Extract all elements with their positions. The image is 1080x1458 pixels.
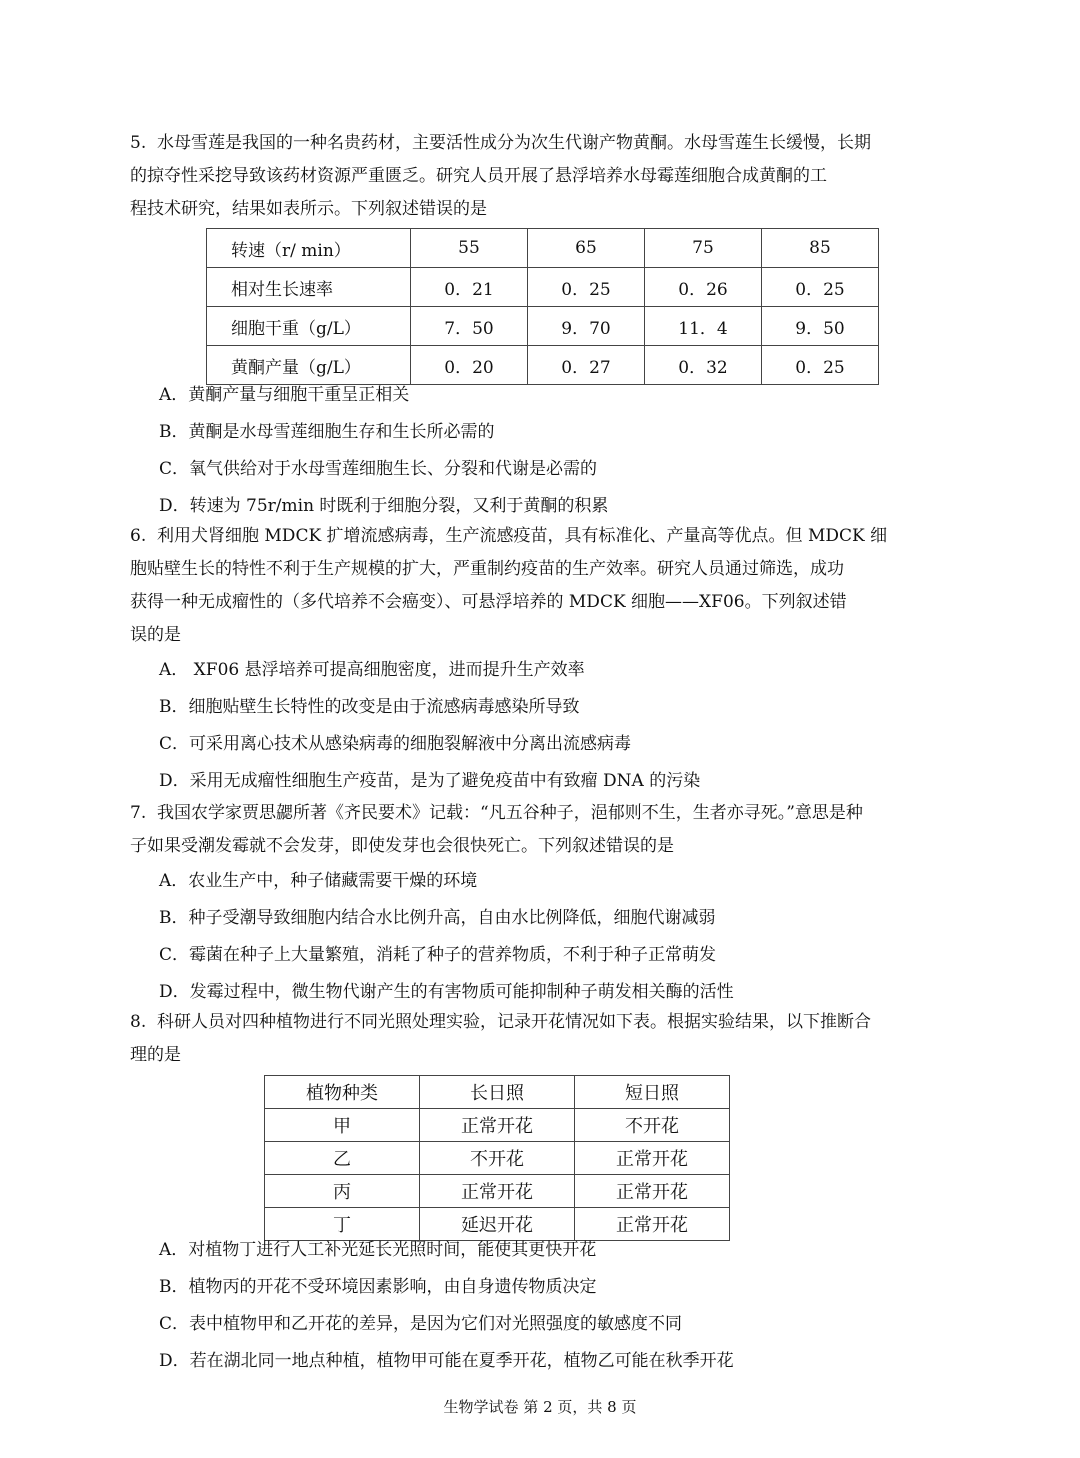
table-cell: 甲 [265, 1109, 420, 1142]
table-header-row [207, 229, 879, 268]
table-cell: 75 [645, 229, 762, 268]
stem-line: 6. 利用犬肾细胞 MDCK 扩增流感病毒，生产流感疫苗，具有标准化、产量高等优点。但 MDCK 细 [130, 520, 950, 553]
table-cell: 正常开花 [575, 1208, 730, 1241]
option-c: C．霉菌在种子上大量繁殖，消耗了种子的营养物质，不利于种子正常萌发 [159, 945, 717, 965]
question-8 [130, 1006, 950, 1072]
stem-line: 子如果受潮发霉就不会发芽，即使发芽也会很快死亡。下列叙述错误的是 [130, 836, 674, 856]
table-header-row [265, 1076, 730, 1109]
table-cell: 长日照 [420, 1076, 575, 1109]
option-d: D．若在湖北同一地点种植，植物甲可能在夏季开花，植物乙可能在秋季开花 [159, 1351, 734, 1371]
table-cell: 0．21 [411, 268, 528, 307]
table-cell: 0．32 [645, 346, 762, 385]
table-cell: 延迟开花 [420, 1208, 575, 1241]
option-b: B．种子受潮导致细胞内结合水比例升高，自由水比例降低，细胞代谢减弱 [159, 908, 716, 928]
question-5 [130, 127, 950, 226]
table-cell: 正常开花 [575, 1175, 730, 1208]
table-cell: 丙 [265, 1175, 420, 1208]
table-cell: 55 [411, 229, 528, 268]
option-a: A．对植物丁进行人工补光延长光照时间，能使其更快开花 [159, 1240, 597, 1260]
table-cell: 正常开花 [420, 1175, 575, 1208]
question-8-options [130, 1232, 950, 1380]
question-number: 5. [130, 133, 147, 153]
photoperiod-table [264, 1075, 730, 1241]
option-d: D．采用无成瘤性细胞生产疫苗，是为了避免疫苗中有致瘤 DNA 的污染 [159, 771, 701, 791]
option-c: C．可采用离心技术从感染病毒的细胞裂解液中分离出流感病毒 [159, 734, 632, 754]
table-row [265, 1175, 730, 1208]
table-row [265, 1142, 730, 1175]
table-cell: 黄酮产量（g/L） [207, 346, 411, 385]
table-cell: 不开花 [420, 1142, 575, 1175]
stem-line: 7. 我国农学家贾思勰所著《齐民要术》记载：“凡五谷种子，浥郁则不生，生者亦寻死。”意思是种 [130, 797, 950, 830]
stem-line: 理的是 [130, 1045, 181, 1065]
table-cell: 0．25 [762, 346, 879, 385]
table-cell: 9．70 [528, 307, 645, 346]
table-cell: 85 [762, 229, 879, 268]
table-cell: 7．50 [411, 307, 528, 346]
table-cell: 乙 [265, 1142, 420, 1175]
option-c: C．表中植物甲和乙开花的差异，是因为它们对光照强度的敏感度不同 [159, 1314, 683, 1334]
question-number: 8. [130, 1012, 147, 1032]
option-c: C．氧气供给对于水母雪莲细胞生长、分裂和代谢是必需的 [159, 459, 598, 479]
question-6-stem [130, 520, 950, 652]
stem-line: 胞贴壁生长的特性不利于生产规模的扩大，严重制约疫苗的生产效率。研究人员通过筛选，成功 [130, 559, 844, 579]
question-6 [130, 520, 950, 800]
stem-line: 8. 科研人员对四种植物进行不同光照处理实验，记录开花情况如下表。根据实验结果，以下推断合 [130, 1006, 950, 1039]
table-cell: 正常开花 [575, 1142, 730, 1175]
stem-line: 误的是 [130, 625, 181, 645]
option-a: A． XF06 悬浮培养可提高细胞密度，进而提升生产效率 [159, 660, 585, 680]
option-b: B．黄酮是水母雪莲细胞生存和生长所必需的 [159, 422, 495, 442]
stem-line: 的掠夺性采挖导致该药材资源严重匮乏。研究人员开展了悬浮培养水母霉莲细胞合成黄酮的工 [130, 166, 827, 186]
stem-line: 程技术研究，结果如表所示。下列叙述错误的是 [130, 199, 487, 219]
table-cell: 0．27 [528, 346, 645, 385]
table-cell: 0．25 [528, 268, 645, 307]
option-a: A．农业生产中，种子储藏需要干燥的环境 [159, 871, 478, 891]
table-cell: 丁 [265, 1208, 420, 1241]
page-footer: 生物学试卷 第 2 页，共 8 页 [443, 1398, 637, 1416]
table-cell: 短日照 [575, 1076, 730, 1109]
table-row [265, 1109, 730, 1142]
table-cell: 65 [528, 229, 645, 268]
question-8-stem [130, 1006, 950, 1072]
table-cell: 0．26 [645, 268, 762, 307]
option-d: D．转速为 75r/min 时既利于细胞分裂，又利于黄酮的积累 [159, 496, 609, 516]
table-cell: 转速（r/ min） [207, 229, 411, 268]
stem-line: 5. 水母雪莲是我国的一种名贵药材，主要活性成分为次生代谢产物黄酮。水母雪莲生长缓慢，长期 [130, 127, 950, 160]
stem-line: 获得一种无成瘤性的（多代培养不会癌变）、可悬浮培养的 MDCK 细胞——XF06。下列叙述错 [130, 592, 847, 612]
question-7 [130, 797, 950, 1011]
question-7-stem [130, 797, 950, 863]
table-cell: 0．25 [762, 268, 879, 307]
question-5-stem [130, 127, 950, 226]
question-5-options [130, 377, 950, 525]
table-cell: 9．50 [762, 307, 879, 346]
table-cell: 相对生长速率 [207, 268, 411, 307]
table-cell: 不开花 [575, 1109, 730, 1142]
option-b: B．植物丙的开花不受环境因素影响，由自身遗传物质决定 [159, 1277, 597, 1297]
rotation-speed-table [206, 228, 879, 385]
table-row [207, 268, 879, 307]
option-a: A．黄酮产量与细胞干重呈正相关 [159, 385, 410, 405]
table-cell: 细胞干重（g/L） [207, 307, 411, 346]
option-d: D．发霉过程中，微生物代谢产生的有害物质可能抑制种子萌发相关酶的活性 [159, 982, 734, 1002]
question-number: 6. [130, 526, 147, 546]
table-row [207, 307, 879, 346]
option-b: B．细胞贴壁生长特性的改变是由于流感病毒感染所导致 [159, 697, 580, 717]
table-cell: 正常开花 [420, 1109, 575, 1142]
table-cell: 11．4 [645, 307, 762, 346]
question-number: 7. [130, 803, 147, 823]
table-cell: 0．20 [411, 346, 528, 385]
table-cell: 植物种类 [265, 1076, 420, 1109]
